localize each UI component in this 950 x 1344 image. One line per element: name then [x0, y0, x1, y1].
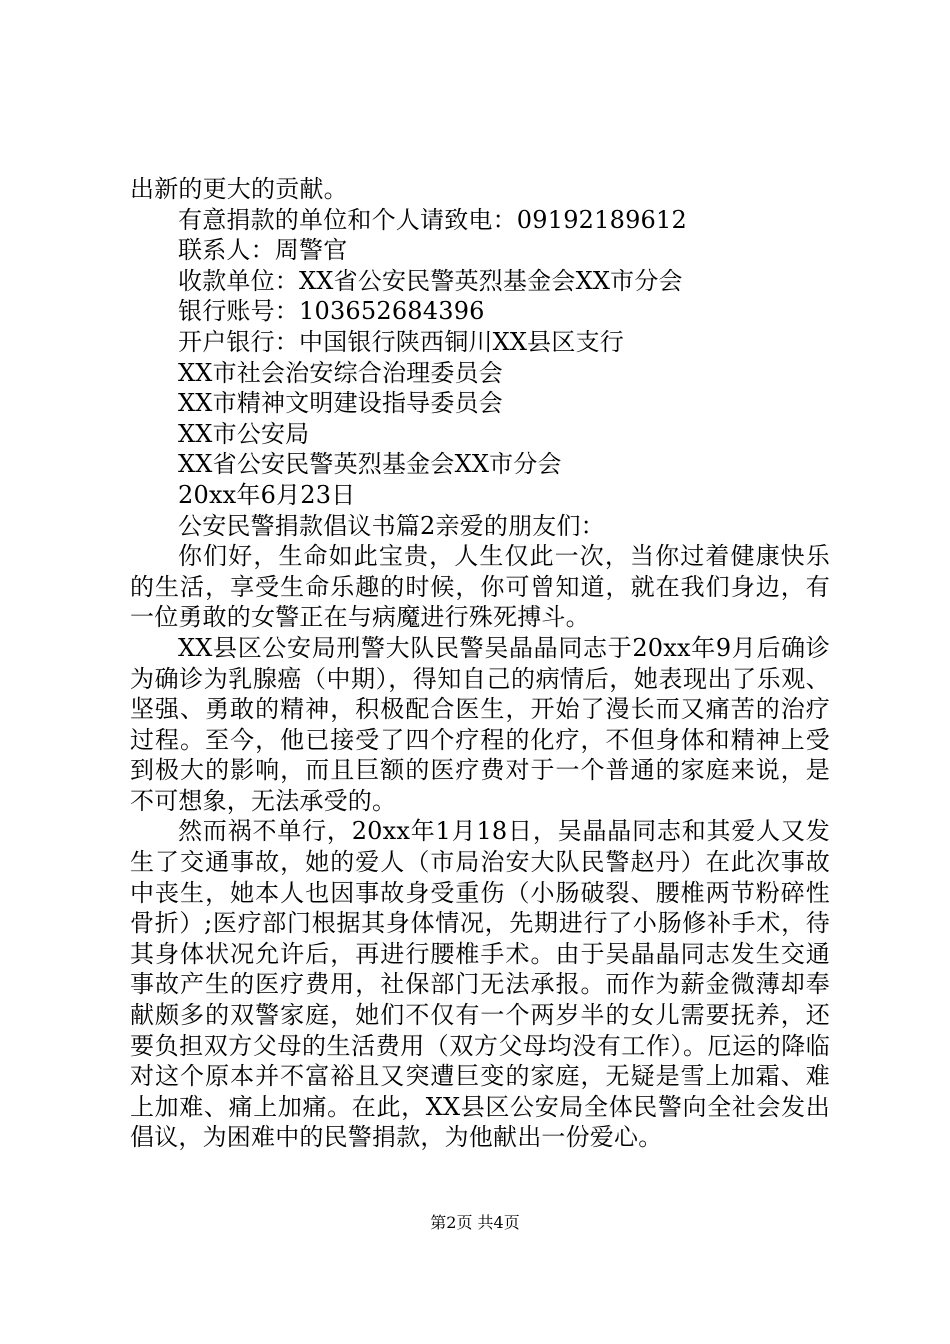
- paragraph-contact-person: 联系人：周警官: [178, 236, 348, 265]
- paragraph-donation-phone: 有意捐款的单位和个人请致电：09192189612: [178, 205, 687, 234]
- paragraph-payee: 收款单位：XX省公安民警英烈基金会XX市分会: [178, 266, 683, 295]
- signature-org-4: XX省公安民警英烈基金会XX市分会: [178, 450, 562, 479]
- paragraph-bank-account: 银行账号：103652684396: [178, 297, 485, 326]
- signature-org-1: XX市社会治安综合治理委员会: [178, 358, 503, 387]
- signature-org-2: XX市精神文明建设指导委员会: [178, 389, 503, 418]
- signature-org-3: XX市公安局: [178, 419, 310, 448]
- signature-date: 20xx年6月23日: [178, 480, 356, 509]
- paragraph-illness: XX县区公安局刑警大队民警吴晶晶同志于20xx年9月后确诊为确诊为乳腺癌（中期），得知自己的病情后，她表现出了乐观、坚强、勇敢的精神，积极配合医生，开始了漫长而又痛苦的治疗过程。至今，他已接受了四个疗程的化疗，不但身体和精神上受到极大的影响，而且巨额的医疗费对于一个普通的家庭来说，是不可想象，无法承受的。: [130, 633, 830, 815]
- document-body: [130, 174, 830, 1153]
- section-heading: 公安民警捐款倡议书篇2亲爱的朋友们：: [178, 511, 605, 540]
- paragraph-1: 出新的更大的贡献。: [130, 175, 348, 203]
- page-footer: [0, 1213, 950, 1233]
- paragraph-bank: 开户银行：中国银行陕西铜川XX县区支行: [178, 327, 624, 356]
- paragraph-accident: 然而祸不单行，20xx年1月18日，吴晶晶同志和其爱人又发生了交通事故，她的爱人（市局治安大队民警赵丹）在此次事故中丧生，她本人也因事故身受重伤（小肠破裂、腰椎两节粉碎性骨折）;医疗部门根据其身体情况，先期进行了小肠修补手术，待其身体状况允许后，再进行腰椎手术。由于吴晶晶同志发生交通事故产生的医疗费用，社保部门无法承报。而作为薪金微薄却奉献颇多的双警家庭，她们不仅有一个两岁半的女儿需要抚养，还要负担双方父母的生活费用（双方父母均没有工作）。厄运的降临对这个原本并不富裕且又突遭巨变的家庭，无疑是雪上加霜、难上加难、痛上加痛。在此，XX县区公安局全体民警向全社会发出倡议，为困难中的民警捐款，为他献出一份爱心。: [130, 817, 830, 1152]
- paragraph-intro: 你们好，生命如此宝贵，人生仅此一次，当你过着健康快乐的生活，享受生命乐趣的时候，你可曾知道，就在我们身边，有一位勇敢的女警正在与病魔进行殊死搏斗。: [130, 542, 830, 632]
- page-indicator: 第2页 共4页: [430, 1213, 520, 1232]
